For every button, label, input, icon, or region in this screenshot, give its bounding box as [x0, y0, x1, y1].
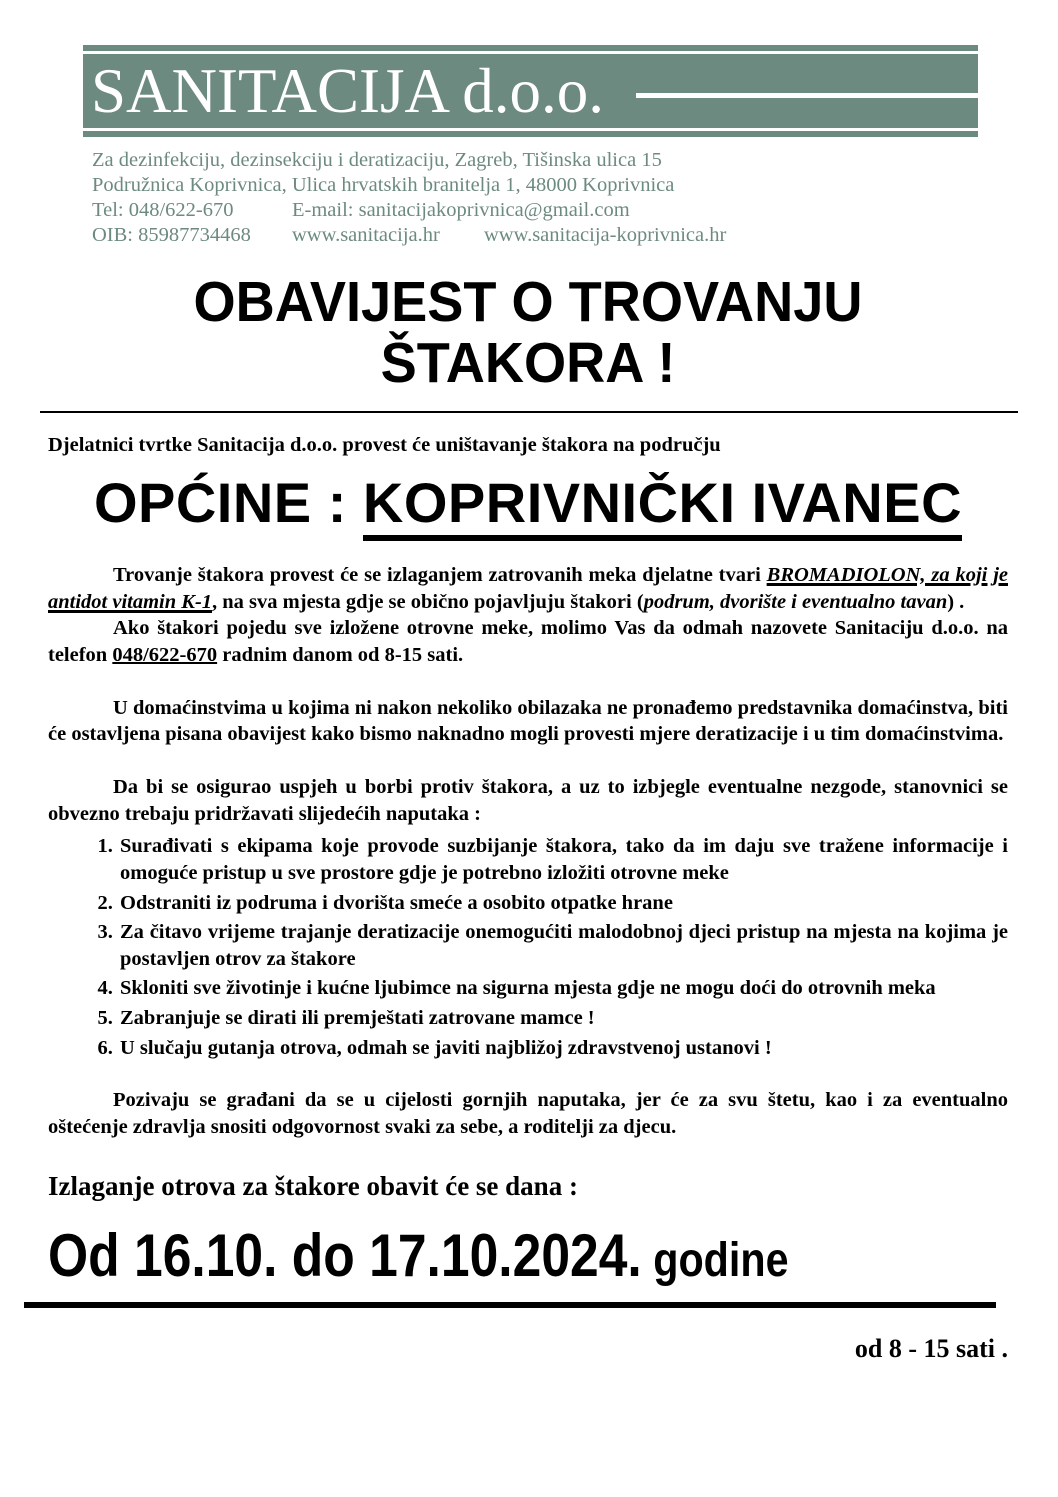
municipality-name: KOPRIVNIČKI IVANEC	[363, 471, 962, 541]
exposure-heading: Izlaganje otrova za štakore obavit će se dana :	[48, 1170, 578, 1201]
hours-note: od 8 - 15 sati .	[854, 1333, 1008, 1363]
paragraph-poison-info	[48, 562, 1008, 615]
contact-instruction-end: radnim danom od 8-15 sati.	[217, 644, 464, 667]
paragraph-absent-households: U domaćinstvima u kojima ni nakon nekoliko obilazaka ne pronađemo predstavnika domaćinstva, biti će ostavljena pisana obavijest kako bismo naknadno mogli provesti mjere deratizacije i u tim domaćinstvima.	[48, 696, 1008, 746]
contact-phone-inline: 048/622-670	[112, 644, 218, 667]
poison-locations: podrum, dvorište i eventualno tavan	[643, 590, 948, 613]
contact-block	[92, 148, 1008, 248]
poison-text-lead: Trovanje štakora provest će se izlaganjem zatrovanih meka djelatne tvari	[113, 564, 767, 587]
contact-activity-line: Za dezinfekciju, dezinsekciju i deratizaciju, Zagreb, Tišinska ulica 15	[92, 149, 662, 171]
municipality-heading	[48, 469, 1008, 536]
notice-title	[48, 272, 1008, 394]
banner-main	[83, 54, 978, 128]
paragraph-guidelines-lead: Da bi se osigurao uspjeh u borbi protiv štakora, a uz to izbjegle eventualne nezgode, stanovnici se obvezno trebaju pridržavati slijedećih naputaka :	[48, 776, 1008, 825]
website-secondary: www.sanitacija-koprivnica.hr	[484, 224, 727, 246]
notice-title-line-1: OBAVIJEST O TROVANJU	[193, 270, 863, 334]
date-range-suffix: godine	[641, 1233, 789, 1287]
banner-bottom-strip	[83, 131, 978, 137]
bottom-divider	[24, 1302, 996, 1308]
banner-decorative-line	[636, 93, 978, 98]
oib-number: OIB: 85987734468	[92, 224, 251, 246]
municipality-prefix: OPĆINE :	[93, 470, 363, 534]
email-address: E-mail: sanitacijakoprivnica@gmail.com	[292, 199, 630, 221]
website-primary: www.sanitacija.hr	[292, 224, 440, 246]
contact-oib-web-line	[92, 223, 1008, 248]
date-range-scaled	[48, 1221, 789, 1289]
contact-phone-email-line	[92, 198, 1008, 223]
instructions-list	[48, 833, 1008, 1061]
notice-title-line-2: ŠTAKORA !	[380, 330, 676, 395]
date-range-main: Od 16.10. do 17.10.2024.	[48, 1221, 642, 1289]
instruction-item-6: 6. U slučaju gutanja otrova, odmah se javiti najbližoj zdravstvenoj ustanovi !	[118, 1035, 1008, 1062]
paragraph-contact-instruction	[48, 615, 1008, 668]
contact-instruction-lead: Ako štakori pojedu sve izložene otrovne meke, molimo Vas da odmah nazovete Sanitaciju d.o.o. na telefon	[48, 617, 1008, 667]
company-banner	[83, 45, 978, 137]
company-name: SANITACIJA d.o.o.	[91, 55, 604, 126]
date-range	[48, 1221, 1008, 1289]
poison-substance-name: BROMADIOLON, za koji je antidot vitamin K-1	[48, 564, 1008, 613]
header	[48, 45, 1008, 248]
intro-paragraph: Djelatnici tvrtke Sanitacija d.o.o. provest će uništavanje štakora na području	[48, 433, 721, 456]
instruction-item-5: 5. Zabranjuje se dirati ili premještati zatrovane mamce !	[118, 1005, 1008, 1032]
banner-top-strip	[83, 45, 978, 51]
phone-number: Tel: 048/622-670	[92, 199, 234, 221]
instruction-item-4: 4. Skloniti sve životinje i kućne ljubimce na sigurna mjesta gdje ne mogu doći do otrovnih meka	[118, 975, 1008, 1002]
poison-text-mid: , na sva mjesta gdje se obično pojavljuju štakori (	[212, 590, 644, 613]
instruction-item-3: 3. Za čitavo vrijeme trajanje deratizacije onemogućiti malodobnoj djeci pristup na mjesta na kojima je postavljen otrov za štakore	[118, 919, 1008, 972]
instruction-item-2: 2. Odstraniti iz podruma i dvorišta smeće a osobito otpatke hrane	[118, 890, 1008, 917]
instruction-item-1: 1. Surađivati s ekipama koje provode suzbijanje štakora, tako da im daju sve tražene informacije i omoguće pristup u sve prostore gdje je potrebno izložiti otrovne meke	[118, 833, 1008, 886]
poison-text-end: ) .	[947, 590, 965, 613]
divider-line	[40, 411, 1018, 413]
paragraph-responsibility: Pozivaju se građani da se u cijelosti gornjih naputaka, jer će za svu štetu, kao i za eventualno oštećenje zdravlja snositi odgovornost svaki za sebe, a roditelji za djecu.	[48, 1089, 1008, 1139]
contact-address-line: Podružnica Koprivnica, Ulica hrvatskih branitelja 1, 48000 Koprivnica	[92, 174, 675, 196]
